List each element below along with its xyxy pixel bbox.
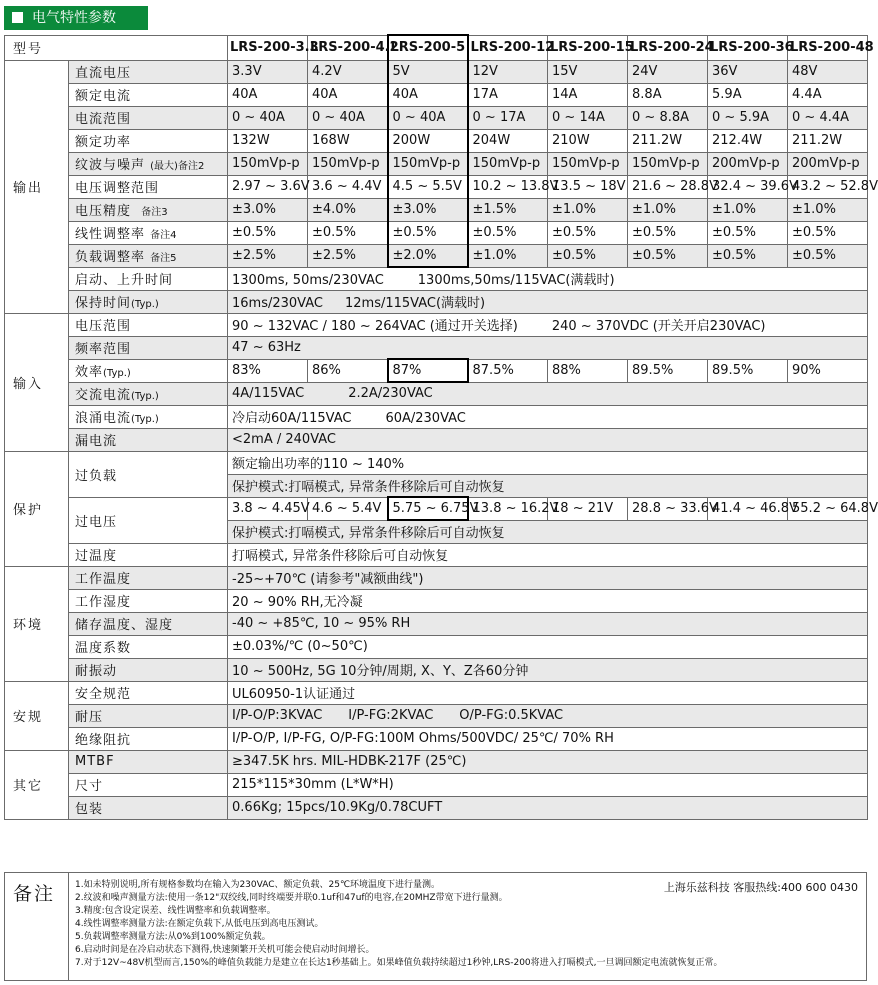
note-item: 4.线性调整率测量方法:在额定负载下,从低电压到高电压测试。 (75, 919, 324, 929)
cell: ±1.0% (468, 244, 548, 267)
row-label-text: 效率 (75, 365, 104, 380)
cell: 24V (628, 60, 708, 83)
row-label-text: 保持时间 (75, 296, 132, 311)
cell: 打嗝模式, 异常条件移除后可自动恢复 (228, 543, 868, 566)
cell: 0 ~ 8.8A (628, 106, 708, 129)
cell (228, 313, 868, 336)
cell: 13.8 ~ 16.2V (468, 497, 548, 520)
row-label: 过温度 (69, 543, 228, 566)
cell: 40A (308, 83, 388, 106)
cell: 2.97 ~ 3.6V (228, 175, 308, 198)
cell: 211.2W (788, 129, 868, 152)
cell: 150mVp-p (308, 152, 388, 175)
row-label: 工作温度 (69, 566, 228, 589)
row-label (69, 290, 228, 313)
cell: 10.2 ~ 13.8V (468, 175, 548, 198)
output-line-reg-row (5, 221, 868, 244)
env-storage-row (5, 612, 868, 635)
cell: 0 ~ 17A (468, 106, 548, 129)
input-voltage-range-row (5, 313, 868, 336)
row-label: 过电压 (69, 497, 228, 543)
cell: 21.6 ~ 28.8V (628, 175, 708, 198)
notes-list (75, 879, 723, 970)
cell: 3.6 ~ 4.4V (308, 175, 388, 198)
env-vibration-row (5, 658, 868, 681)
cell: ±0.5% (548, 221, 628, 244)
cell: <2mA / 240VAC (228, 428, 868, 451)
output-setup-rise-row (5, 267, 868, 290)
cell-part: I/P-O/P:3KVAC (232, 708, 323, 723)
cell-part: 1300ms,50ms/115VAC(满载时) (417, 273, 615, 289)
cell-part: 16ms/230VAC (232, 296, 323, 311)
cell: -40 ~ +85℃, 10 ~ 95% RH (228, 612, 868, 635)
note-item: 2.纹波和噪声测量方法:使用一条12"双绞线,同时终端要并联0.1uf和47uf的电容,在20MHZ带宽下进行量测。 (75, 893, 508, 903)
row-label: 电流范围 (69, 106, 228, 129)
cell: 200mVp-p (788, 152, 868, 175)
cell: ±0.5% (788, 221, 868, 244)
cell: 212.4W (708, 129, 788, 152)
row-label (69, 359, 228, 382)
cell-part: 90 ~ 132VAC / 180 ~ 264VAC (通过开关选择) (232, 319, 518, 334)
cell: 87.5% (468, 359, 548, 382)
cell: 89.5% (708, 359, 788, 382)
note-item: 6.启动时间是在冷启动状态下测得,快速频繁开关机可能会使启动时间增长。 (75, 945, 375, 955)
row-label (69, 244, 228, 267)
input-efficiency-row (5, 359, 868, 382)
cell: 41.4 ~ 46.8V (708, 497, 788, 520)
row-label: 温度系数 (69, 635, 228, 658)
row-label: 安全规范 (69, 681, 228, 704)
note-item: 7.对于12V~48V机型而言,150%的峰值负载能力是建立在长达1秒基础上。如果峰值负载持续超过1秒钟,LRS-200将进入打嗝模式,一旦调回额定电流就恢复正常。 (75, 958, 723, 968)
cell: I/P-O/P, I/P-FG, O/P-FG:100M Ohms/500VDC/ 25℃/ 70% RH (228, 727, 868, 750)
cell: 5.9A (708, 83, 788, 106)
cell: 55.2 ~ 64.8V (788, 497, 868, 520)
safety-isolation-row (5, 727, 868, 750)
row-label-note: (Typ.) (131, 414, 159, 425)
protection-overvoltage-row (5, 497, 868, 520)
cell: 0.66Kg; 15pcs/10.9Kg/0.78CUFT (228, 796, 868, 819)
cell: 0 ~ 5.9A (708, 106, 788, 129)
other-packing-row (5, 796, 868, 819)
cell: 0 ~ 40A (388, 106, 468, 129)
cell (228, 382, 868, 405)
cell: 87% (388, 359, 468, 382)
cell-part: I/P-FG:2KVAC (348, 708, 434, 723)
cell: 4.5 ~ 5.5V (388, 175, 468, 198)
cell-part: O/P-FG:0.5KVAC (459, 708, 564, 723)
cell: 86% (308, 359, 388, 382)
cell: 150mVp-p (548, 152, 628, 175)
cell: 200mVp-p (708, 152, 788, 175)
row-label: 工作湿度 (69, 589, 228, 612)
output-ripple-row (5, 152, 868, 175)
cell: 5.75 ~ 6.75V (388, 497, 468, 520)
cell: 3.3V (228, 60, 308, 83)
cell: 10 ~ 500Hz, 5G 10分钟/周期, X、Y、Z各60分钟 (228, 658, 868, 681)
input-freq-row (5, 336, 868, 359)
model-name: LRS-200-5 (388, 35, 468, 60)
row-label: 耐压 (69, 704, 228, 727)
cell-part: 冷启动60A/115VAC (232, 411, 352, 426)
cell: 90% (788, 359, 868, 382)
cell (228, 405, 868, 428)
notes-section (4, 872, 867, 981)
cell: 200W (388, 129, 468, 152)
cell: 40A (228, 83, 308, 106)
cell: 12V (468, 60, 548, 83)
row-label (69, 152, 228, 175)
row-label-note: (Typ.) (131, 391, 159, 402)
row-label-text: 浪涌电流 (75, 411, 132, 426)
group-notes: 备注 (13, 883, 56, 905)
cell: ±3.0% (388, 198, 468, 221)
safety-standards-row (5, 681, 868, 704)
model-name: LRS-200-4.2 (308, 35, 388, 60)
cell: 4.2V (308, 60, 388, 83)
note-item: 1.如未特别说明,所有规格参数均在输入为230VAC、额定负载、25℃环境温度下进行量测。 (75, 880, 441, 890)
cell: 4.4A (788, 83, 868, 106)
env-temp-coeff-row (5, 635, 868, 658)
cell: ±4.0% (308, 198, 388, 221)
cell: ±2.0% (388, 244, 468, 267)
cell: 211.2W (628, 129, 708, 152)
cell: 8.8A (628, 83, 708, 106)
cell: UL60950-1认证通过 (228, 681, 868, 704)
cell: ±1.0% (788, 198, 868, 221)
cell-part: 240 ~ 370VDC (开关开启230VAC) (551, 319, 766, 334)
cell: 0 ~ 40A (228, 106, 308, 129)
cell: 28.8 ~ 33.6V (628, 497, 708, 520)
section-title: 电气特性参数 (32, 10, 116, 26)
env-work-temp-row (5, 566, 868, 589)
cell-part: 12ms/115VAC(满载时) (345, 296, 486, 311)
row-label: 电压调整范围 (69, 175, 228, 198)
safety-withstand-row (5, 704, 868, 727)
model-name: LRS-200-48 (788, 35, 868, 60)
cell: 40A (388, 83, 468, 106)
cell-part: 4A/115VAC (232, 386, 305, 402)
cell: 保护模式:打嗝模式, 异常条件移除后可自动恢复 (228, 474, 868, 497)
protection-overload-row (5, 451, 868, 474)
cell: 15V (548, 60, 628, 83)
row-label: 耐振动 (69, 658, 228, 681)
cell-part: 1300ms, 50ms/230VAC (232, 273, 384, 289)
cell: ±1.0% (548, 198, 628, 221)
row-label (69, 198, 228, 221)
cell: 20 ~ 90% RH,无冷凝 (228, 589, 868, 612)
spec-table (4, 34, 878, 820)
cell: 5V (388, 60, 468, 83)
row-label-note: 备注3 (141, 207, 168, 218)
cell: 168W (308, 129, 388, 152)
cell: ±2.5% (228, 244, 308, 267)
row-label: 储存温度、湿度 (69, 612, 228, 635)
cell: 83% (228, 359, 308, 382)
row-label: 尺寸 (69, 773, 228, 796)
row-label: 漏电流 (69, 428, 228, 451)
cell: 0 ~ 40A (308, 106, 388, 129)
cell: 36V (708, 60, 788, 83)
cell: ±0.5% (628, 221, 708, 244)
row-label-note: (Typ.) (103, 368, 131, 379)
row-label (69, 382, 228, 405)
output-current-range-row (5, 106, 868, 129)
model-label: 型号 (5, 35, 228, 60)
cell: ±0.5% (708, 221, 788, 244)
cell: ±0.5% (308, 221, 388, 244)
cell: ±0.5% (468, 221, 548, 244)
row-label: 额定功率 (69, 129, 228, 152)
protection-overtemp-row (5, 543, 868, 566)
model-name: LRS-200-24 (628, 35, 708, 60)
row-label-text: 负载调整率 (75, 250, 146, 265)
section-header (4, 6, 148, 30)
cell: 89.5% (628, 359, 708, 382)
output-rated-current-row (5, 83, 868, 106)
cell: 132W (228, 129, 308, 152)
cell-part: 2.2A/230VAC (348, 386, 433, 402)
cell: ±2.5% (308, 244, 388, 267)
model-name: LRS-200-3.3 (228, 35, 308, 60)
row-label-text: 交流电流 (75, 388, 132, 403)
model-row (5, 35, 868, 60)
row-label (69, 221, 228, 244)
row-label-text: 纹波与噪声 (75, 158, 146, 173)
hotline-text: 上海乐兹科技 客服热线:400 600 0430 (663, 881, 858, 894)
cell: 150mVp-p (228, 152, 308, 175)
row-label: MTBF (69, 750, 228, 773)
row-label: 绝缘阻抗 (69, 727, 228, 750)
output-voltage-tol-row (5, 198, 868, 221)
cell-part: 60A/230VAC (385, 411, 466, 426)
row-label-note: (Typ.) (131, 299, 159, 310)
cell: 0 ~ 4.4A (788, 106, 868, 129)
cell: 47 ~ 63Hz (228, 336, 868, 359)
group-other: 其它 (5, 750, 69, 819)
cell: ≥347.5K hrs. MIL-HDBK-217F (25℃) (228, 750, 868, 773)
cell: ±0.5% (548, 244, 628, 267)
group-safety: 安规 (5, 681, 69, 750)
output-load-reg-row (5, 244, 868, 267)
note-item: 3.精度:包含设定误差、线性调整率和负载调整率。 (75, 906, 276, 916)
input-leakage-row (5, 428, 868, 451)
other-mtbf-row (5, 750, 868, 773)
group-environment: 环境 (5, 566, 69, 681)
cell: ±0.5% (708, 244, 788, 267)
cell: 32.4 ~ 39.6V (708, 175, 788, 198)
other-dimension-row (5, 773, 868, 796)
cell: 150mVp-p (388, 152, 468, 175)
input-ac-current-row (5, 382, 868, 405)
row-label (69, 405, 228, 428)
row-label: 启动、上升时间 (69, 267, 228, 290)
cell (228, 290, 868, 313)
output-voltage-adj-row (5, 175, 868, 198)
cell (228, 267, 868, 290)
cell: 48V (788, 60, 868, 83)
cell: 210W (548, 129, 628, 152)
cell (228, 704, 868, 727)
row-label: 包装 (69, 796, 228, 819)
cell: 额定输出功率的110 ~ 140% (228, 451, 868, 474)
cell: 150mVp-p (468, 152, 548, 175)
model-name: LRS-200-15 (548, 35, 628, 60)
group-input: 输入 (5, 313, 69, 451)
cell: 215*115*30mm (L*W*H) (228, 773, 868, 796)
cell: 18 ~ 21V (548, 497, 628, 520)
cell: 150mVp-p (628, 152, 708, 175)
model-name: LRS-200-36 (708, 35, 788, 60)
row-label: 电压范围 (69, 313, 228, 336)
cell: 14A (548, 83, 628, 106)
square-icon (12, 12, 23, 23)
row-label-note: 备注4 (150, 230, 177, 241)
cell: ±0.5% (388, 221, 468, 244)
cell: 3.8 ~ 4.45V (228, 497, 308, 520)
cell: ±1.0% (708, 198, 788, 221)
row-label: 过负载 (69, 451, 228, 497)
cell: ±3.0% (228, 198, 308, 221)
row-label: 频率范围 (69, 336, 228, 359)
cell: 17A (468, 83, 548, 106)
row-label-note: 备注5 (150, 253, 177, 264)
model-name: LRS-200-12 (468, 35, 548, 60)
cell: -25~+70℃ (请参考"减额曲线") (228, 566, 868, 589)
cell: ±1.0% (628, 198, 708, 221)
row-label-note: (最大)备注2 (150, 161, 205, 172)
row-label: 额定电流 (69, 83, 228, 106)
input-inrush-row (5, 405, 868, 428)
row-label-text: 线性调整率 (75, 227, 146, 242)
cell: 43.2 ~ 52.8V (788, 175, 868, 198)
row-label-text: 电压精度 (75, 204, 132, 219)
cell: 4.6 ~ 5.4V (308, 497, 388, 520)
group-output: 输出 (5, 60, 69, 313)
row-label: 直流电压 (69, 60, 228, 83)
cell: ±0.5% (788, 244, 868, 267)
cell: ±0.03%/℃ (0~50℃) (228, 635, 868, 658)
output-rated-power-row (5, 129, 868, 152)
env-work-humidity-row (5, 589, 868, 612)
cell: ±0.5% (228, 221, 308, 244)
output-hold-up-row (5, 290, 868, 313)
group-protection: 保护 (5, 451, 69, 566)
cell: 保护模式:打嗝模式, 异常条件移除后可自动恢复 (228, 520, 868, 543)
cell: 88% (548, 359, 628, 382)
cell: ±1.5% (468, 198, 548, 221)
cell: 13.5 ~ 18V (548, 175, 628, 198)
notes-divider (68, 873, 69, 980)
cell: 204W (468, 129, 548, 152)
cell: 0 ~ 14A (548, 106, 628, 129)
cell: ±0.5% (628, 244, 708, 267)
output-dc-voltage-row (5, 60, 868, 83)
note-item: 5.负载调整率测量方法:从0%到100%额定负载。 (75, 932, 271, 942)
